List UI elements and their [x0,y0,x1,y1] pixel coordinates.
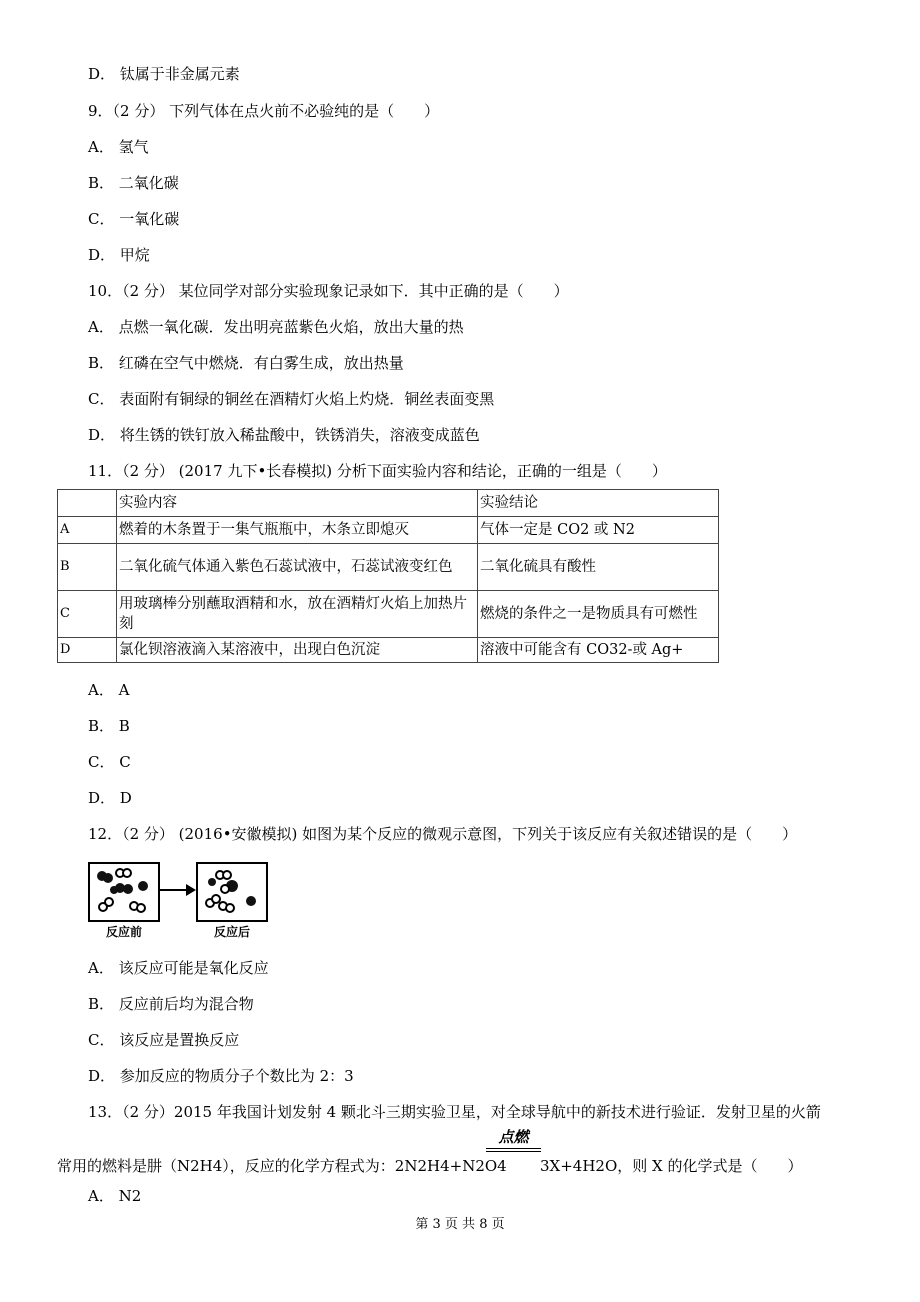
option-d-prev: D． 钛属于非金属元素 [88,65,240,83]
q11-option-a: A． A [88,681,130,699]
table-cell-conclusion: 燃烧的条件之一是物质具有可燃性 [478,591,719,638]
table-header-row [58,490,719,517]
table-cell-key: B [58,544,117,591]
equals-sign [486,1148,541,1152]
table-row [58,591,719,638]
q9-option-a: A． 氢气 [88,138,149,156]
table-row [58,517,719,544]
reaction-condition [486,1128,541,1152]
arrow-icon [159,884,196,896]
question-13: 13．（2 分）2015 年我国计划发射 4 颗北斗三期实验卫星，对全球导航中的新技术进行验证．发射卫星的火箭 [88,1103,821,1121]
table-header-cell [58,490,117,517]
q12-option-c: C． 该反应是置换反应 [88,1031,240,1049]
table-cell-key: D [58,638,117,663]
table-cell-key: A [58,517,117,544]
table-cell-content: 二氧化硫气体通入紫色石蕊试液中，石蕊试液变红色 [117,544,478,591]
question-10: 10．（2 分） 某位同学对部分实验现象记录如下．其中正确的是（ ） [88,282,569,300]
question-13-equation-left: 常用的燃料是肼（N2H4），反应的化学方程式为：2N2H4+N2O4 [57,1157,507,1175]
q13-option-a: A． N2 [88,1187,142,1205]
table-row [58,638,719,663]
table-cell-conclusion: 气体一定是 CO2 或 N2 [478,517,719,544]
question-11: 11．（2 分） (2017 九下•长春模拟) 分析下面实验内容和结论，正确的一组是（ ） [88,462,667,480]
after-label: 反应后 [213,925,251,939]
experiment-table [57,489,719,663]
table-header-cell: 实验结论 [478,490,719,517]
table-header-cell: 实验内容 [117,490,478,517]
table-cell-conclusion: 溶液中可能含有 CO32-或 Ag+ [478,638,719,663]
q10-option-b: B． 红磷在空气中燃烧．有白雾生成，放出热量 [88,354,404,372]
reaction-diagram [88,862,268,940]
q11-option-b: B． B [88,717,130,735]
reaction-before-box [89,863,159,921]
question-13-equation-right: 3X+4H2O，则 X 的化学式是（ ） [540,1157,803,1175]
condition-label: 点燃 [498,1128,529,1146]
q9-option-c: C． 一氧化碳 [88,210,180,228]
table-cell-content: 氯化钡溶液滴入某溶液中，出现白色沉淀 [117,638,478,663]
table-cell-key: C [58,591,117,638]
q11-option-d: D． D [88,789,132,807]
before-label: 反应前 [105,925,143,939]
q12-option-d: D． 参加反应的物质分子个数比为 2：3 [88,1067,354,1085]
table-cell-content: 燃着的木条置于一集气瓶瓶中，木条立即熄灭 [117,517,478,544]
q12-option-b: B． 反应前后均为混合物 [88,995,254,1013]
table-cell-conclusion: 二氧化硫具有酸性 [478,544,719,591]
q9-option-d: D． 甲烷 [88,246,150,264]
table-row [58,544,719,591]
q12-option-a: A． 该反应可能是氧化反应 [88,959,269,977]
q9-option-b: B． 二氧化碳 [88,174,179,192]
table-cell-content: 用玻璃棒分别蘸取酒精和水，放在酒精灯火焰上加热片刻 [117,591,478,638]
question-12: 12．（2 分） (2016•安徽模拟) 如图为某个反应的微观示意图，下列关于该反应有关叙述错误的是（ ） [88,825,798,843]
q10-option-c: C． 表面附有铜绿的铜丝在酒精灯火焰上灼烧．铜丝表面变黑 [88,390,495,408]
question-9: 9．（2 分） 下列气体在点火前不必验纯的是（ ） [88,102,440,120]
page-footer: 第 3 页 共 8 页 [415,1217,505,1232]
q11-option-c: C． C [88,753,131,771]
reaction-after-box [197,863,267,921]
q10-option-a: A． 点燃一氧化碳．发出明亮蓝紫色火焰，放出大量的热 [88,318,464,336]
q10-option-d: D． 将生锈的铁钉放入稀盐酸中，铁锈消失，溶液变成蓝色 [88,426,480,444]
